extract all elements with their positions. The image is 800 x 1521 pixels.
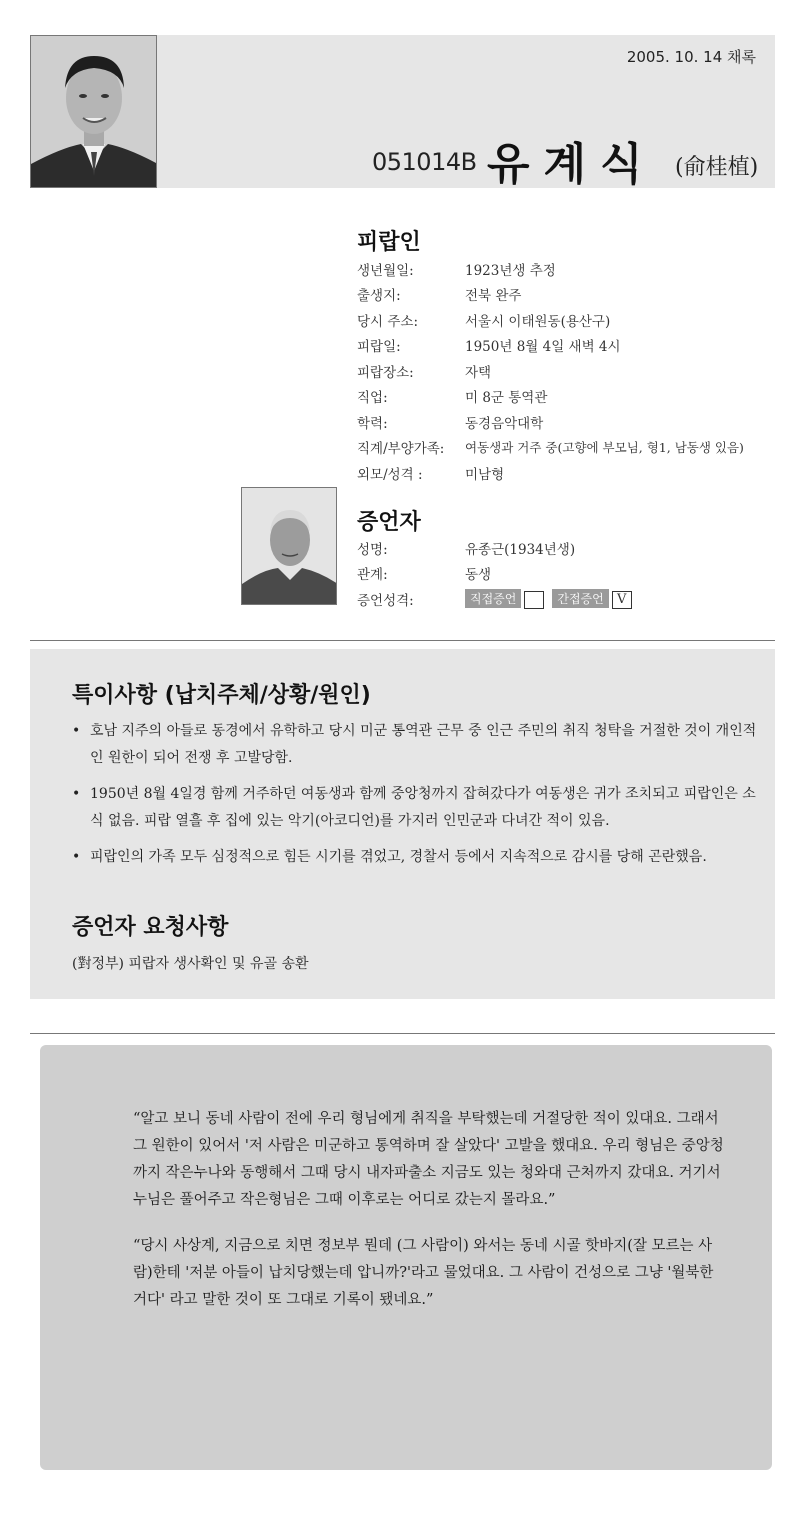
divider-bottom — [30, 1033, 775, 1034]
info-value: 동경음악대학 — [465, 415, 544, 432]
record-date: 2005. 10. 14 채록 — [626, 48, 756, 66]
info-label: 생년월일: — [357, 262, 414, 279]
notes-list — [72, 718, 762, 880]
info-label: 학력: — [357, 415, 388, 432]
info-label: 외모/성격 : — [357, 466, 423, 483]
info-value: 미 8군 통역관 — [465, 390, 548, 407]
info-value: 자택 — [465, 364, 492, 381]
info-value: 1923년생 추정 — [465, 262, 556, 279]
info-row — [357, 384, 787, 410]
requests-text: (對정부) 피랍자 생사확인 및 유골 송환 — [72, 956, 309, 972]
victim-portrait — [30, 35, 157, 188]
info-row — [357, 409, 787, 435]
testimony-quote: “알고 보니 동네 사람이 전에 우리 형님에게 취직을 부탁했는데 거절당한 적이 있대요. 그래서 그 원한이 있어서 '저 사람은 미군하고 통역하며 잘 살았다' 고발을 했대요. 우리 형님은 중앙청까지 작은누나와 동행해서 그때 당시 내자파출소 지금도 있는 청와대 근처까지 갔대요. 거기서 누님은 풀어주고 작은형님은 그때 이후로는 어디로 갔는지 몰라요.” — [133, 1111, 724, 1208]
info-value: 유종근(1934년생) — [465, 541, 576, 558]
info-label: 당시 주소: — [357, 313, 419, 330]
victim-name-hanja: (俞桂植) — [675, 155, 759, 180]
info-row — [357, 561, 787, 587]
info-value: 서울시 이태원동(용산구) — [465, 313, 611, 330]
info-row — [357, 460, 787, 486]
info-label: 직계/부양가족: — [357, 441, 445, 458]
info-value: 미남형 — [465, 466, 505, 483]
note-item: • 호남 지주의 아들로 동경에서 유학하고 당시 미군 통역관 근무 중 인근 주민의 취직 청탁을 거절한 것이 개인적인 원한이 되어 전쟁 후 고발당함. — [72, 718, 762, 772]
info-value: 동생 — [465, 567, 492, 584]
testimony-type-label: 증언성격: — [357, 592, 414, 609]
info-row — [357, 282, 787, 308]
record-id: 051014B — [372, 148, 477, 176]
info-row — [357, 358, 787, 384]
info-label: 관계: — [357, 567, 388, 584]
direct-testimony-tag: 직접증언 — [465, 589, 521, 608]
info-label: 피랍일: — [357, 339, 401, 356]
divider-top — [30, 640, 775, 641]
info-row — [357, 307, 787, 333]
direct-testimony-checkbox — [524, 591, 544, 609]
victim-info-list — [357, 256, 787, 486]
info-value: 전북 완주 — [465, 288, 522, 305]
info-row — [357, 435, 787, 461]
witness-section-title: 증언자 — [357, 510, 421, 535]
info-label: 성명: — [357, 541, 388, 558]
requests-title: 증언자 요청사항 — [72, 915, 229, 940]
victim-name: 유계식 — [487, 139, 657, 190]
info-row — [357, 333, 787, 359]
notes-title: 특이사항 (납치주체/상황/원인) — [72, 683, 371, 708]
info-row — [357, 535, 787, 561]
witness-photo — [241, 487, 337, 605]
info-value: 여동생과 거주 중(고향에 부모님, 형1, 남동생 있음) — [465, 440, 744, 456]
testimony-type-row — [357, 586, 787, 612]
note-item: • 1950년 8월 4일경 함께 거주하던 여동생과 함께 중앙청까지 잡혀갔다가 여동생은 귀가 조치되고 피랍인은 소식 없음. 피랍 열흘 후 집에 있는 악기(아코디언)를 가지러 인민군과 다녀간 적이 있음. — [72, 781, 762, 835]
info-label: 피랍장소: — [357, 364, 414, 381]
testimony-quote: “당시 사상계, 지금으로 치면 정보부 뭔데 (그 사람이) 와서는 동네 시골 핫바지(잘 모르는 사람)한테 '저분 아들이 납치당했는데 압니까?'라고 물었대요. 그 사람이 건성으로 그냥 '월북한 거다' 라고 말한 것이 또 그대로 기록이 됐네요.” — [133, 1238, 714, 1308]
indirect-testimony-checkbox: V — [612, 591, 632, 609]
info-row — [357, 256, 787, 282]
indirect-testimony-tag: 간접증언 — [552, 589, 608, 608]
info-label: 직업: — [357, 390, 388, 407]
note-item: • 피랍인의 가족 모두 심정적으로 힘든 시기를 겪었고, 경찰서 등에서 지속적으로 감시를 당해 곤란했음. — [72, 844, 762, 871]
witness-photo-image — [242, 488, 337, 605]
victim-section-title: 피랍인 — [357, 230, 421, 255]
witness-info-list — [357, 535, 787, 612]
info-label: 출생지: — [357, 288, 401, 305]
info-value: 1950년 8월 4일 새벽 4시 — [465, 339, 621, 356]
victim-portrait-image — [31, 36, 157, 188]
